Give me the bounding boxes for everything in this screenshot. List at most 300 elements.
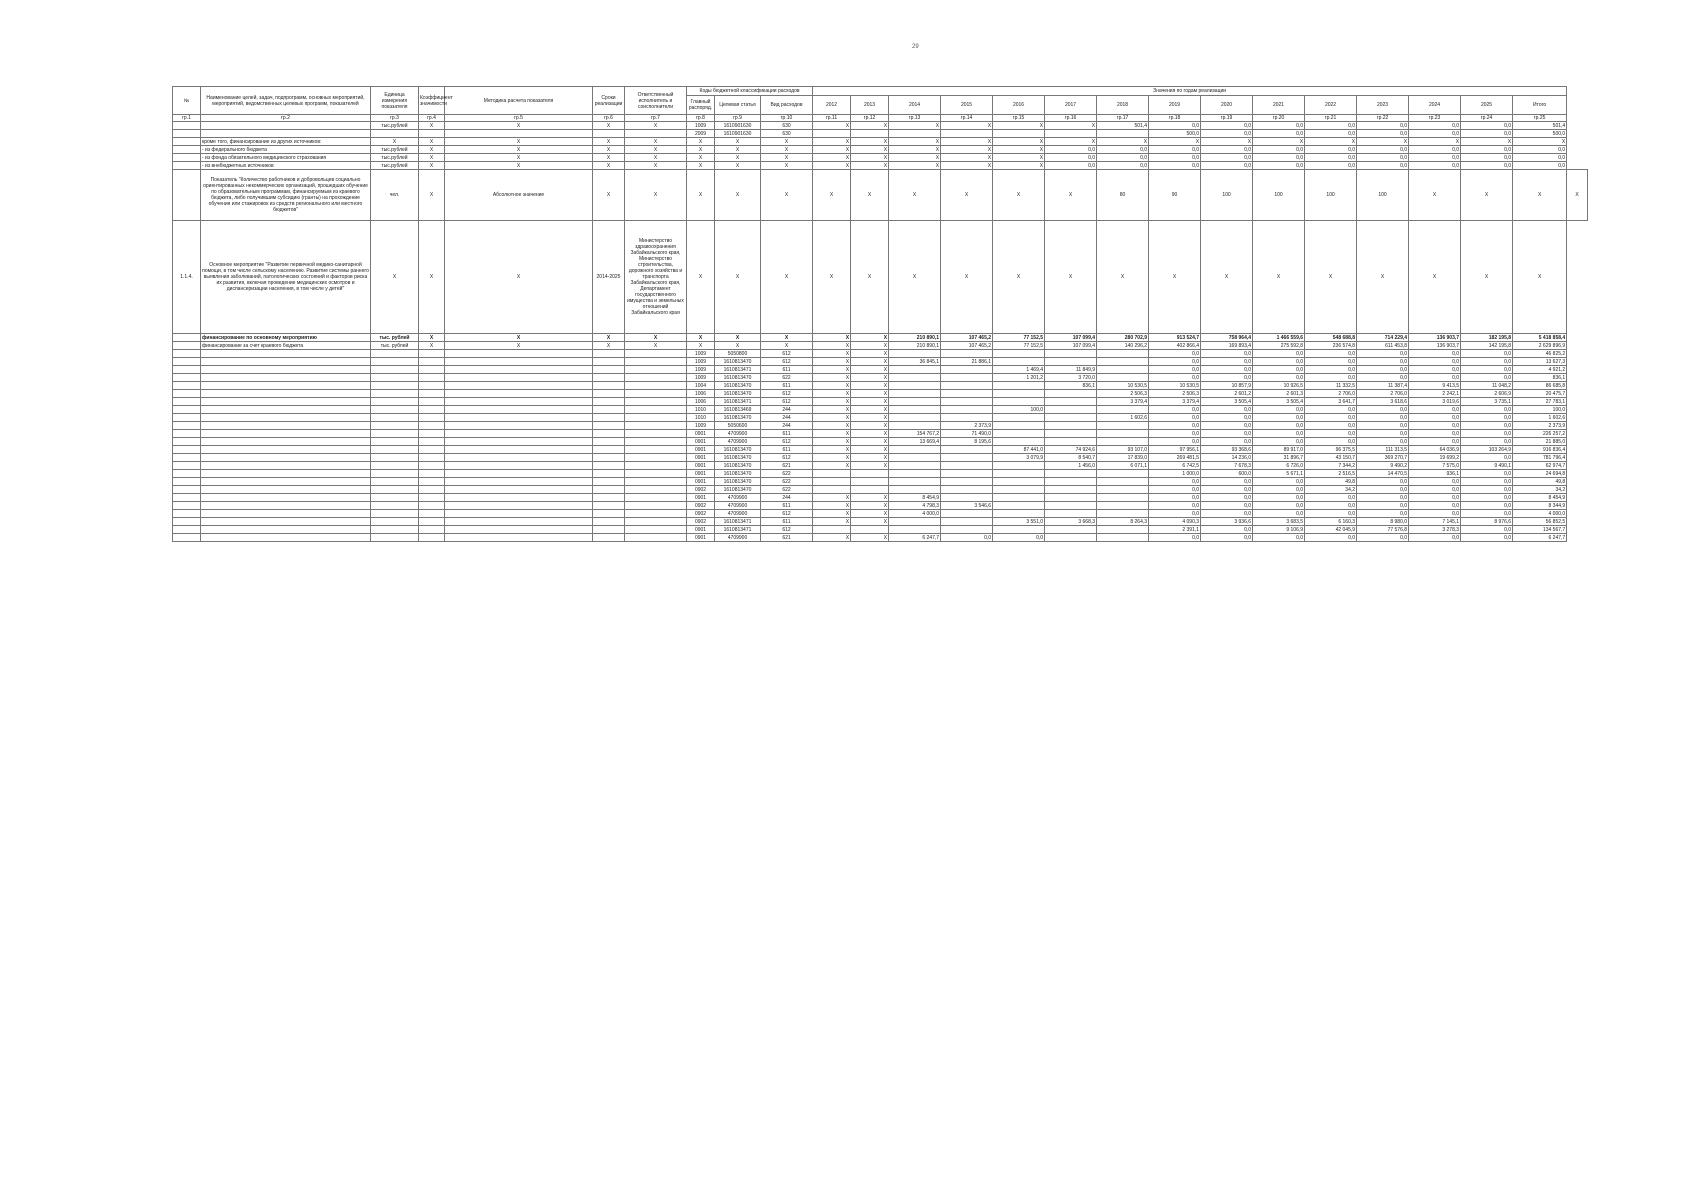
table-cell: 0,0 bbox=[1097, 154, 1149, 162]
table-cell: 6 726,0 bbox=[1253, 462, 1305, 470]
table-cell bbox=[445, 422, 593, 430]
table-cell: 0,0 bbox=[1357, 494, 1409, 502]
table-cell: 31 896,7 bbox=[1253, 454, 1305, 462]
header-year: 2015 bbox=[941, 96, 993, 115]
table-cell bbox=[941, 526, 993, 534]
table-cell: 0,0 bbox=[1305, 154, 1357, 162]
table-cell: 6 160,3 bbox=[1305, 518, 1357, 526]
table-cell bbox=[1045, 486, 1097, 494]
table-cell: 0,0 bbox=[941, 534, 993, 542]
table-row bbox=[173, 358, 1588, 366]
table-cell: 4 921,2 bbox=[1513, 366, 1567, 374]
table-cell bbox=[1045, 422, 1097, 430]
table-cell: 6 247,7 bbox=[1513, 534, 1567, 542]
table-cell bbox=[173, 358, 201, 366]
table-cell bbox=[889, 462, 941, 470]
table-cell bbox=[1097, 494, 1149, 502]
table-cell: X bbox=[593, 138, 625, 146]
table-cell: 244 bbox=[761, 494, 813, 502]
table-cell: 3 641,7 bbox=[1305, 398, 1357, 406]
table-row bbox=[173, 486, 1588, 494]
table-cell: финансирование по основному мероприятию bbox=[201, 334, 371, 342]
table-cell: 0,0 bbox=[1201, 494, 1253, 502]
table-cell: 0,0 bbox=[1305, 502, 1357, 510]
table-cell: X bbox=[993, 154, 1045, 162]
table-cell bbox=[1097, 470, 1149, 478]
table-cell: X bbox=[851, 462, 889, 470]
table-cell: 0,0 bbox=[1305, 146, 1357, 154]
table-cell bbox=[1097, 366, 1149, 374]
column-number: гр.23 bbox=[1409, 115, 1461, 122]
table-cell: X bbox=[1513, 138, 1567, 146]
table-cell: 611 bbox=[761, 366, 813, 374]
table-cell: 611 bbox=[761, 382, 813, 390]
table-cell: X bbox=[1149, 138, 1201, 146]
table-cell: 612 bbox=[761, 350, 813, 358]
column-number: гр.11 bbox=[813, 115, 851, 122]
table-cell: 5 671,1 bbox=[1253, 470, 1305, 478]
table-cell: 0,0 bbox=[1305, 350, 1357, 358]
event-period: 2014-2025 bbox=[593, 221, 625, 334]
table-cell bbox=[419, 510, 445, 518]
table-cell: 210 890,1 bbox=[889, 334, 941, 342]
table-cell: X bbox=[445, 334, 593, 342]
table-cell bbox=[173, 486, 201, 494]
table-cell bbox=[201, 406, 371, 414]
table-cell: 714 229,4 bbox=[1357, 334, 1409, 342]
table-cell bbox=[445, 510, 593, 518]
table-cell: X bbox=[941, 154, 993, 162]
table-cell: X bbox=[813, 438, 851, 446]
table-cell: 0,0 bbox=[1461, 358, 1513, 366]
table-cell bbox=[1045, 398, 1097, 406]
indicator-value: X bbox=[1045, 170, 1097, 221]
table-cell: 3 019,6 bbox=[1409, 398, 1461, 406]
table-cell: X bbox=[761, 162, 813, 170]
table-cell: 0,0 bbox=[1357, 534, 1409, 542]
column-number: гр.4 bbox=[419, 115, 445, 122]
header-coef: Коэффициент значимости bbox=[419, 87, 445, 115]
table-cell: тыс.рублей bbox=[371, 162, 419, 170]
table-cell bbox=[445, 526, 593, 534]
table-cell: 1006 bbox=[687, 390, 715, 398]
table-cell bbox=[371, 526, 419, 534]
column-number: гр.8 bbox=[687, 115, 715, 122]
table-row bbox=[173, 526, 1588, 534]
table-cell bbox=[593, 534, 625, 542]
table-cell: 24 694,8 bbox=[1513, 470, 1567, 478]
table-cell: 0,0 bbox=[1357, 350, 1409, 358]
table-cell: 19 699,2 bbox=[1409, 454, 1461, 462]
table-cell: X bbox=[1253, 138, 1305, 146]
indicator-value: 90 bbox=[1149, 170, 1201, 221]
table-row bbox=[173, 374, 1588, 382]
header-no: № bbox=[173, 87, 201, 115]
table-cell bbox=[173, 438, 201, 446]
table-cell: 0,0 bbox=[1461, 122, 1513, 130]
table-cell bbox=[593, 390, 625, 398]
table-cell: 0,0 bbox=[1201, 122, 1253, 130]
table-cell: 0,0 bbox=[993, 534, 1045, 542]
table-cell bbox=[941, 510, 993, 518]
table-cell: 0,0 bbox=[1305, 510, 1357, 518]
table-cell: 622 bbox=[761, 374, 813, 382]
table-cell: 10 926,5 bbox=[1253, 382, 1305, 390]
table-cell bbox=[1097, 374, 1149, 382]
table-cell bbox=[889, 366, 941, 374]
table-cell: X bbox=[813, 414, 851, 422]
column-number: гр.3 bbox=[371, 115, 419, 122]
table-cell: 36 845,1 bbox=[889, 358, 941, 366]
table-cell bbox=[445, 462, 593, 470]
table-cell: 1610813471 bbox=[715, 526, 761, 534]
table-cell: X bbox=[851, 122, 889, 130]
table-cell: 1 201,2 bbox=[993, 374, 1045, 382]
table-cell: 1610813470 bbox=[715, 390, 761, 398]
table-cell bbox=[593, 414, 625, 422]
table-cell: 0,0 bbox=[1201, 438, 1253, 446]
table-cell: 0,0 bbox=[1409, 422, 1461, 430]
table-cell bbox=[445, 398, 593, 406]
table-cell bbox=[445, 534, 593, 542]
table-cell: 1610813471 bbox=[715, 366, 761, 374]
table-cell: X bbox=[813, 382, 851, 390]
column-number: гр.20 bbox=[1253, 115, 1305, 122]
table-cell: 0,0 bbox=[1201, 146, 1253, 154]
table-cell bbox=[593, 478, 625, 486]
table-cell: 103 264,9 bbox=[1461, 446, 1513, 454]
table-cell: 182 195,8 bbox=[1461, 334, 1513, 342]
table-cell bbox=[993, 430, 1045, 438]
table-cell bbox=[173, 342, 201, 350]
event-value: X bbox=[687, 221, 715, 334]
event-value: X bbox=[1357, 221, 1409, 334]
header-responsible: Ответственный исполнитель и соисполнители bbox=[625, 87, 687, 115]
table-row bbox=[173, 406, 1588, 414]
table-cell: 0,0 bbox=[1253, 438, 1305, 446]
table-cell bbox=[941, 390, 993, 398]
table-cell bbox=[445, 390, 593, 398]
table-cell: 4 000,0 bbox=[889, 510, 941, 518]
table-cell bbox=[419, 438, 445, 446]
table-cell: X bbox=[851, 146, 889, 154]
table-cell: 10 857,9 bbox=[1201, 382, 1253, 390]
header-year: Итого bbox=[1513, 96, 1567, 115]
table-cell: X bbox=[851, 358, 889, 366]
table-row bbox=[173, 534, 1588, 542]
table-cell: X bbox=[419, 334, 445, 342]
table-cell: X bbox=[813, 358, 851, 366]
table-cell: 0,0 bbox=[1409, 374, 1461, 382]
indicator-value: X bbox=[761, 170, 813, 221]
table-cell: 1610813470 bbox=[715, 374, 761, 382]
column-number: гр.21 bbox=[1305, 115, 1357, 122]
table-cell: X bbox=[1201, 138, 1253, 146]
table-cell bbox=[173, 154, 201, 162]
table-cell bbox=[173, 518, 201, 526]
table-cell bbox=[593, 438, 625, 446]
table-cell bbox=[1097, 486, 1149, 494]
column-number: гр.6 bbox=[593, 115, 625, 122]
table-cell bbox=[851, 486, 889, 494]
table-cell bbox=[201, 502, 371, 510]
table-cell bbox=[201, 526, 371, 534]
table-cell: 107 465,2 bbox=[941, 334, 993, 342]
table-cell: 0,0 bbox=[1409, 130, 1461, 138]
table-cell: 111 313,5 bbox=[1357, 446, 1409, 454]
indicator-responsible: X bbox=[625, 170, 687, 221]
table-cell: 1006 bbox=[687, 398, 715, 406]
table-cell bbox=[371, 510, 419, 518]
table-cell: 630 bbox=[761, 122, 813, 130]
table-cell bbox=[445, 414, 593, 422]
table-cell: 611 453,8 bbox=[1357, 342, 1409, 350]
table-cell: X bbox=[941, 122, 993, 130]
table-cell: 2 506,3 bbox=[1097, 390, 1149, 398]
table-cell: 0,0 bbox=[1409, 146, 1461, 154]
table-cell bbox=[173, 138, 201, 146]
table-cell: 0,0 bbox=[1305, 494, 1357, 502]
table-cell: X bbox=[813, 342, 851, 350]
table-cell bbox=[1097, 130, 1149, 138]
table-cell bbox=[1097, 478, 1149, 486]
table-cell bbox=[371, 358, 419, 366]
table-cell: 49,8 bbox=[1513, 478, 1567, 486]
table-cell bbox=[419, 534, 445, 542]
table-cell bbox=[889, 130, 941, 138]
table-cell: 2 629 896,9 bbox=[1513, 342, 1567, 350]
table-cell bbox=[173, 374, 201, 382]
table-cell: 0,0 bbox=[1045, 154, 1097, 162]
table-cell: 611 bbox=[761, 446, 813, 454]
table-cell: 548 688,8 bbox=[1305, 334, 1357, 342]
table-cell bbox=[941, 486, 993, 494]
table-cell: X bbox=[761, 334, 813, 342]
table-cell: X bbox=[851, 422, 889, 430]
table-cell: X bbox=[419, 342, 445, 350]
table-cell: 1610813470 bbox=[715, 446, 761, 454]
table-cell: 0,0 bbox=[1253, 406, 1305, 414]
table-cell bbox=[173, 334, 201, 342]
column-number: гр.5 bbox=[445, 115, 593, 122]
table-cell: тыс.рублей bbox=[371, 122, 419, 130]
header-codes-group: Коды бюджетной классификации расходов bbox=[687, 87, 813, 96]
table-row bbox=[173, 422, 1588, 430]
table-cell: 3 505,4 bbox=[1201, 398, 1253, 406]
table-cell: 9 490,1 bbox=[1461, 462, 1513, 470]
table-cell bbox=[201, 470, 371, 478]
table-cell bbox=[593, 350, 625, 358]
table-cell bbox=[419, 502, 445, 510]
table-cell bbox=[371, 130, 419, 138]
table-cell bbox=[419, 390, 445, 398]
table-cell: X bbox=[593, 342, 625, 350]
table-cell: X bbox=[419, 122, 445, 130]
table-cell: 0,0 bbox=[1201, 526, 1253, 534]
table-cell: X bbox=[687, 138, 715, 146]
table-cell bbox=[941, 366, 993, 374]
indicator-row bbox=[173, 170, 1588, 221]
table-cell bbox=[941, 130, 993, 138]
table-cell bbox=[993, 422, 1045, 430]
table-cell: 0,0 bbox=[1461, 478, 1513, 486]
table-cell: 0,0 bbox=[1097, 146, 1149, 154]
table-cell bbox=[371, 494, 419, 502]
table-cell: 3 379,4 bbox=[1097, 398, 1149, 406]
table-cell: 77 576,8 bbox=[1357, 526, 1409, 534]
table-cell: 1009 bbox=[687, 374, 715, 382]
table-cell: X bbox=[889, 154, 941, 162]
table-cell: 1010 bbox=[687, 406, 715, 414]
table-cell: X bbox=[813, 494, 851, 502]
table-cell: 11 387,4 bbox=[1357, 382, 1409, 390]
table-cell: 11 332,5 bbox=[1305, 382, 1357, 390]
indicator-unit: чел. bbox=[371, 170, 419, 221]
table-cell: X bbox=[813, 518, 851, 526]
table-cell bbox=[941, 454, 993, 462]
table-cell: X bbox=[445, 122, 593, 130]
event-responsible: Министерство здравоохранения Забайкальского края, Министерство строительства, дорожного хозяйства и транспорта Забайкальского края, Департамент государственного имущества и земельных отношений Забайкальского края bbox=[625, 221, 687, 334]
table-cell: 0,0 bbox=[1201, 374, 1253, 382]
table-row bbox=[173, 502, 1588, 510]
header-year: 2016 bbox=[993, 96, 1045, 115]
table-row bbox=[173, 470, 1588, 478]
table-cell: 0,0 bbox=[1357, 486, 1409, 494]
table-cell bbox=[625, 366, 687, 374]
table-cell: 89 917,0 bbox=[1253, 446, 1305, 454]
table-cell bbox=[201, 358, 371, 366]
table-cell: X bbox=[851, 502, 889, 510]
table-cell: 1010 bbox=[687, 414, 715, 422]
table-cell bbox=[445, 130, 593, 138]
table-cell bbox=[625, 430, 687, 438]
table-cell bbox=[993, 130, 1045, 138]
table-cell: X bbox=[851, 510, 889, 518]
table-cell: 5 418 858,4 bbox=[1513, 334, 1567, 342]
table-cell: 0,0 bbox=[1461, 406, 1513, 414]
table-cell: 402 866,4 bbox=[1149, 342, 1201, 350]
table-cell: 0,0 bbox=[1253, 422, 1305, 430]
table-cell: X bbox=[813, 454, 851, 462]
event-method: X bbox=[445, 221, 593, 334]
table-cell: 74 924,6 bbox=[1045, 446, 1097, 454]
table-cell: 6 247,7 bbox=[889, 534, 941, 542]
table-cell bbox=[419, 422, 445, 430]
table-cell: 3 505,4 bbox=[1253, 398, 1305, 406]
table-cell: 1610813471 bbox=[715, 398, 761, 406]
table-cell bbox=[419, 374, 445, 382]
table-cell bbox=[371, 486, 419, 494]
table-cell bbox=[173, 454, 201, 462]
table-cell: X bbox=[761, 154, 813, 162]
indicator-value: 100 bbox=[1357, 170, 1409, 221]
table-cell: X bbox=[889, 146, 941, 154]
table-cell: 9 413,5 bbox=[1409, 382, 1461, 390]
table-cell bbox=[851, 470, 889, 478]
table-cell bbox=[371, 390, 419, 398]
table-cell bbox=[593, 446, 625, 454]
table-cell bbox=[941, 494, 993, 502]
table-cell bbox=[371, 366, 419, 374]
page-number: 29 bbox=[912, 44, 919, 50]
table-cell bbox=[593, 454, 625, 462]
table-cell bbox=[419, 454, 445, 462]
table-cell: X bbox=[593, 162, 625, 170]
table-cell bbox=[625, 502, 687, 510]
table-cell bbox=[445, 358, 593, 366]
table-cell: 2 506,3 bbox=[1149, 390, 1201, 398]
table-cell: X bbox=[851, 366, 889, 374]
event-value: X bbox=[1461, 221, 1513, 334]
table-cell: 0,0 bbox=[1461, 494, 1513, 502]
table-cell: X bbox=[813, 510, 851, 518]
table-cell bbox=[173, 526, 201, 534]
table-cell: 4709900 bbox=[715, 430, 761, 438]
table-row bbox=[173, 390, 1588, 398]
table-row bbox=[173, 510, 1588, 518]
table-cell: X bbox=[851, 374, 889, 382]
table-cell: 0,0 bbox=[1409, 478, 1461, 486]
table-cell: 0,0 bbox=[1461, 534, 1513, 542]
table-cell bbox=[889, 470, 941, 478]
table-cell bbox=[173, 494, 201, 502]
table-cell: X bbox=[813, 350, 851, 358]
table-cell: 93 368,6 bbox=[1201, 446, 1253, 454]
table-cell bbox=[889, 398, 941, 406]
table-cell bbox=[593, 486, 625, 494]
table-cell: 134 567,7 bbox=[1513, 526, 1567, 534]
table-row bbox=[173, 446, 1588, 454]
table-cell: X bbox=[851, 518, 889, 526]
table-row bbox=[173, 462, 1588, 470]
table-cell: 0,0 bbox=[1201, 486, 1253, 494]
table-cell: 0,0 bbox=[1357, 154, 1409, 162]
table-cell bbox=[419, 526, 445, 534]
table-cell: 0,0 bbox=[1201, 406, 1253, 414]
table-cell: 244 bbox=[761, 406, 813, 414]
table-cell: X bbox=[1097, 138, 1149, 146]
table-cell: X bbox=[851, 138, 889, 146]
table-row bbox=[173, 454, 1588, 462]
table-cell: 1 469,4 bbox=[993, 366, 1045, 374]
table-cell bbox=[173, 422, 201, 430]
table-cell: 11 048,2 bbox=[1461, 382, 1513, 390]
table-cell: 71 490,0 bbox=[941, 430, 993, 438]
table-cell: 142 195,8 bbox=[1461, 342, 1513, 350]
table-cell bbox=[419, 366, 445, 374]
table-cell: X bbox=[851, 350, 889, 358]
table-cell: 0,0 bbox=[1253, 366, 1305, 374]
table-cell: 758 964,4 bbox=[1201, 334, 1253, 342]
header-year: 2024 bbox=[1409, 96, 1461, 115]
header-name: Наименование целей, задач, подпрограмм, основных мероприятий, мероприятий, ведомственных целевых программ, показателей bbox=[201, 87, 371, 115]
table-cell bbox=[173, 470, 201, 478]
header-code-gr: Главный распоряд. bbox=[687, 96, 715, 115]
table-cell: X bbox=[851, 446, 889, 454]
column-number: гр.19 bbox=[1201, 115, 1253, 122]
table-cell: X bbox=[593, 122, 625, 130]
event-name: Основное мероприятие "Развитие первичной медико-санитарной помощи, в том числе сельскому населению. Развитие системы раннего выявления заболеваний, патологических состояний и факторов риска их развития, включая проведение медицинских осмотров и диспансеризации населения, в том числе у детей" bbox=[201, 221, 371, 334]
event-value: X bbox=[1513, 221, 1567, 334]
table-cell bbox=[889, 406, 941, 414]
table-cell: 3 683,5 bbox=[1253, 518, 1305, 526]
table-cell: 913 524,7 bbox=[1149, 334, 1201, 342]
table-cell bbox=[419, 406, 445, 414]
table-cell: 0,0 bbox=[1357, 162, 1409, 170]
table-cell bbox=[201, 486, 371, 494]
table-cell bbox=[993, 382, 1045, 390]
table-cell bbox=[1045, 414, 1097, 422]
